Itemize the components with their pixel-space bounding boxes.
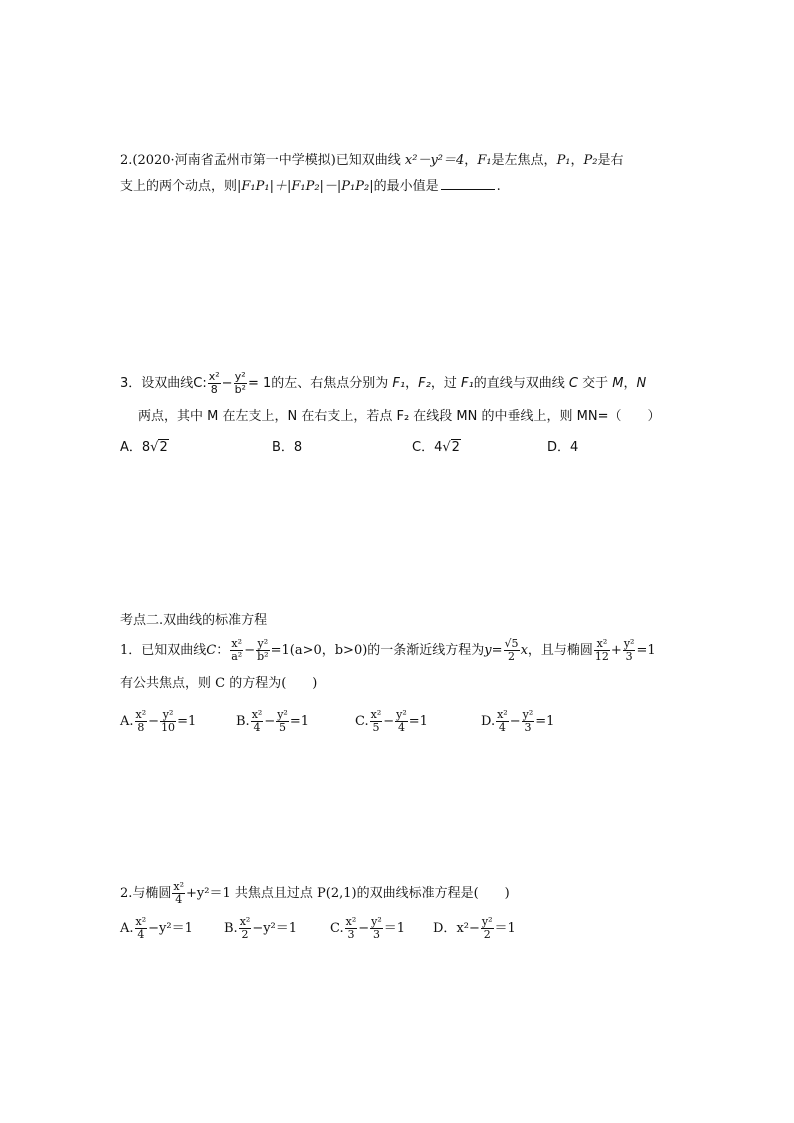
- question-source: (2020·河南省孟州市第一中学模拟): [132, 153, 336, 168]
- fraction: [623, 638, 636, 663]
- punctuation: ，: [570, 153, 584, 168]
- option-label: C.: [330, 921, 344, 936]
- fraction: [496, 709, 509, 734]
- fraction: [594, 638, 610, 663]
- fraction-numerator: y²: [481, 915, 493, 928]
- equation-tail: =1: [177, 714, 197, 729]
- fraction-denominator: 4: [137, 928, 145, 941]
- punctuation: ：: [216, 643, 230, 658]
- equation-tail: =1: [289, 714, 310, 729]
- option-label: B.: [236, 714, 250, 729]
- curve-c: C: [206, 643, 217, 658]
- focus-f1: F₁: [477, 153, 492, 168]
- fraction: [370, 916, 383, 941]
- point-p2: P₂: [583, 153, 598, 168]
- option-label: C.: [355, 714, 369, 729]
- punctuation: ，: [464, 153, 478, 168]
- equation-head: x²−: [456, 921, 480, 936]
- question-3-line-1: [120, 371, 646, 396]
- section-title-text: 考点二.双曲线的标准方程: [120, 613, 268, 628]
- fraction-denominator: 4: [397, 721, 405, 734]
- fraction: [251, 709, 264, 734]
- question-text: 3．设双曲线C:: [120, 376, 207, 391]
- option-label: D．: [433, 921, 457, 936]
- fraction-numerator: x²: [370, 708, 382, 721]
- fraction: [160, 709, 176, 734]
- focus-f2: F₂: [418, 376, 431, 391]
- option-label: C．4: [412, 440, 443, 455]
- option-label: A.: [120, 921, 134, 936]
- fraction-denominator: 3: [625, 650, 633, 663]
- punctuation: ，: [623, 376, 637, 391]
- fraction-numerator: x²: [135, 708, 147, 721]
- punctuation: ，: [405, 376, 419, 391]
- fraction: [256, 638, 269, 663]
- distance-expression: |F₁P₁|＋|F₁P₂|－|P₁P₂|: [237, 179, 374, 194]
- fraction-denominator: 5: [279, 721, 287, 734]
- option-c[interactable]: [412, 439, 461, 457]
- option-b[interactable]: [224, 916, 297, 941]
- fraction-numerator: y²: [257, 637, 269, 650]
- option-label: A.: [120, 714, 134, 729]
- operator: +: [610, 643, 622, 658]
- fraction: [395, 709, 408, 734]
- fraction: [230, 638, 243, 663]
- section2-question-1-line-2: [120, 675, 317, 693]
- fraction: [234, 371, 247, 396]
- section2-question-2-line-1: [120, 881, 510, 906]
- option-label: B．8: [272, 440, 303, 455]
- question-number: 2.: [120, 153, 133, 168]
- option-label: B.: [224, 921, 238, 936]
- fraction-denominator: 8: [210, 383, 218, 396]
- fraction-denominator: 3: [524, 721, 532, 734]
- focus-f1: F₁: [460, 376, 474, 391]
- fraction: [135, 916, 148, 941]
- operator: −: [244, 643, 256, 658]
- fraction-numerator: √5: [504, 637, 519, 650]
- fraction-numerator: y²: [277, 708, 288, 721]
- fraction: [522, 709, 535, 734]
- fraction: [481, 916, 494, 941]
- variable-y: y=: [484, 643, 503, 658]
- curve-c: C: [568, 376, 578, 391]
- question-text: 是左焦点，: [491, 153, 557, 168]
- answer-blank[interactable]: [441, 177, 495, 190]
- point-n: N: [636, 376, 647, 391]
- sqrt-icon: √2: [442, 440, 460, 455]
- option-b[interactable]: [272, 439, 302, 457]
- option-d[interactable]: [547, 439, 578, 457]
- fraction: [135, 709, 148, 734]
- section2-question-1-line-1: [120, 638, 656, 663]
- fraction: [276, 709, 289, 734]
- question-2-line-1: [120, 152, 624, 170]
- fraction-denominator: 2: [483, 928, 491, 941]
- question-3-line-2: [138, 408, 660, 426]
- fraction-denominator: 2: [241, 928, 249, 941]
- variable-x: x: [520, 643, 528, 658]
- equation: x²－y²＝4: [404, 153, 465, 168]
- fraction-denominator: 4: [253, 721, 261, 734]
- question-text: 2.与椭圆: [120, 886, 172, 901]
- question-text: 有公共焦点，则 C 的方程为( ): [120, 676, 318, 691]
- question-text: ，且与椭圆: [527, 643, 593, 658]
- question-text: 1．已知双曲线: [120, 643, 207, 658]
- fraction-denominator: 5: [372, 721, 380, 734]
- fraction: [504, 638, 520, 663]
- fraction-numerator: x²: [173, 880, 185, 893]
- equation-tail: =1: [636, 643, 656, 658]
- question-text: 的直线与双曲线: [473, 376, 565, 391]
- question-text: 支上的两个动点，则: [120, 179, 238, 194]
- fraction-numerator: x²: [231, 637, 243, 650]
- fraction-numerator: y²: [234, 370, 246, 383]
- question-text: ，过: [430, 376, 457, 391]
- fraction-numerator: x²: [251, 708, 263, 721]
- fraction-numerator: x²: [208, 370, 220, 383]
- question-text: 是右: [597, 153, 624, 168]
- question-text: 的最小值是: [373, 179, 439, 194]
- option-b[interactable]: B. $\frac{\text{x²}}{4}$ − $\frac{\text{y²}}{5}$ =1: [236, 708, 310, 734]
- question-text: 交于: [582, 376, 609, 391]
- operator: −: [221, 376, 233, 391]
- section-title: [120, 612, 267, 630]
- point-m: M: [612, 376, 624, 391]
- option-c[interactable]: C. $\frac{\text{x²}}{3}$ − $\frac{\text{y²}}{3}$ ＝1: [330, 915, 406, 941]
- option-label: D．4: [547, 440, 579, 455]
- fraction-denominator: 8: [137, 721, 145, 734]
- fraction-denominator: 10: [161, 721, 176, 734]
- option-label: A．8: [120, 440, 151, 455]
- fraction-denominator: 12: [594, 650, 609, 663]
- option-c[interactable]: C. $\frac{\text{x²}}{5}$ − $\frac{\text{y²}}{4}$ =1: [355, 708, 428, 734]
- option-label: D.: [481, 714, 496, 729]
- fraction-numerator: x²: [594, 638, 610, 651]
- fraction-numerator: x²: [135, 915, 147, 928]
- option-a[interactable]: A. $\frac{\text{x²}}{8}$ − $\frac{\text{y²}}{10}$ =1: [120, 708, 197, 734]
- fraction-denominator: 2: [508, 650, 516, 663]
- equation-tail: −y²＝1: [252, 921, 298, 936]
- option-a[interactable]: [120, 916, 193, 941]
- fraction-denominator: 3: [372, 928, 380, 941]
- focus-f1: F₁: [392, 376, 406, 391]
- fraction-denominator: 3: [347, 928, 355, 941]
- fraction: [172, 881, 185, 906]
- fraction-denominator: 4: [498, 721, 506, 734]
- fraction-denominator: 4: [175, 893, 183, 906]
- fraction: [370, 709, 383, 734]
- option-d[interactable]: [433, 916, 516, 941]
- punctuation: .: [496, 179, 501, 194]
- fraction-numerator: y²: [623, 637, 635, 650]
- equation-tail: =1: [535, 714, 555, 729]
- fraction-numerator: x²: [497, 708, 508, 721]
- fraction-numerator: y²: [160, 709, 176, 722]
- fraction-numerator: y²: [522, 708, 534, 721]
- fraction-denominator: a²: [231, 650, 243, 663]
- question-2-line-2: [120, 177, 501, 196]
- fraction-numerator: y²: [371, 915, 382, 928]
- question-text: =1(a>0，b>0)的一条渐近线方程为: [270, 643, 485, 658]
- question-text: 两点，其中 M 在左支上，N 在右支上，若点 F₂ 在线段 MN 的中垂线上，则 MN=（ ）: [138, 409, 661, 424]
- equation-tail: ＝1: [494, 921, 516, 936]
- question-text: 已知双曲线: [335, 153, 405, 168]
- fraction: [208, 371, 221, 396]
- fraction-numerator: x²: [239, 915, 251, 928]
- radicand: 2: [159, 440, 168, 455]
- point-p1: P₁: [556, 153, 571, 168]
- option-d[interactable]: D. $\frac{\text{x²}}{4}$ − $\frac{\text{y²}}{3}$ =1: [481, 708, 555, 734]
- fraction-numerator: x²: [345, 915, 357, 928]
- fraction-denominator: b²: [257, 650, 269, 663]
- option-a[interactable]: [120, 439, 169, 457]
- equation-tail: −y²＝1: [148, 921, 193, 936]
- equation-tail: ＝1: [383, 921, 406, 936]
- question-text: +y²＝1 共焦点且过点 P(2,1)的双曲线标准方程是( ): [186, 886, 510, 901]
- question-text: = 1的左、右焦点分别为: [247, 376, 389, 391]
- fraction: [239, 916, 252, 941]
- fraction-numerator: y²: [396, 708, 407, 721]
- radicand: 2: [451, 440, 460, 455]
- fraction: [345, 916, 358, 941]
- fraction-denominator: b²: [234, 383, 246, 396]
- equation-tail: =1: [408, 714, 428, 729]
- sqrt-icon: √2: [150, 440, 168, 455]
